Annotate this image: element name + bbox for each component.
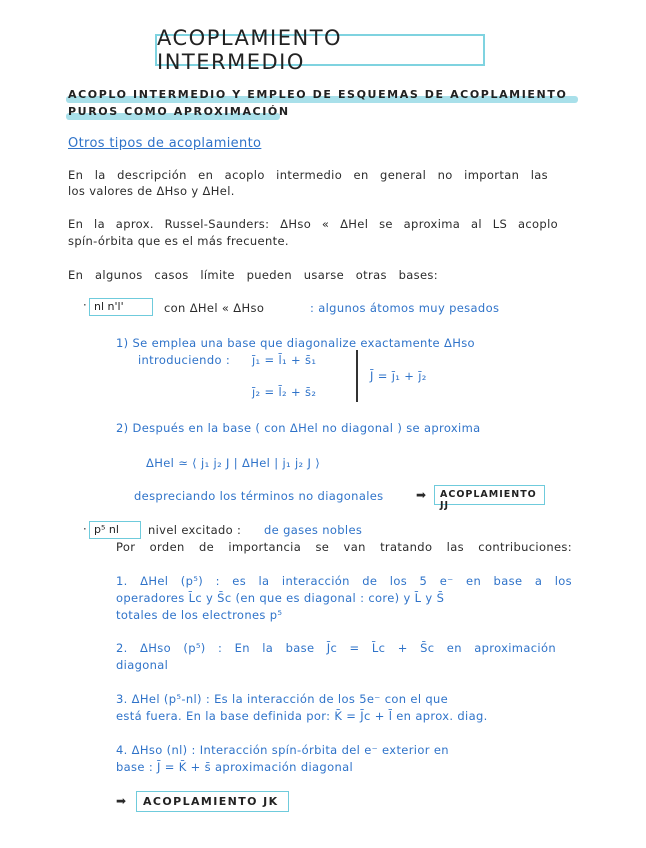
case2-item3-line1: 3. ΔHel (p⁵-nl) : Es la interacción de los 5e⁻ con el que xyxy=(116,692,449,706)
case2-result-box xyxy=(136,791,289,812)
case1-eq-J: J̄ = j̄₁ + j̄₂ xyxy=(370,369,427,383)
case1-condition: con ΔHel « ΔHso xyxy=(164,301,265,315)
case2-item4-line2: base : J̄ = K̄ + s̄ aproximación diagonal xyxy=(116,760,354,774)
case1-bullet: · xyxy=(83,298,88,312)
case1-config-box xyxy=(89,298,153,316)
case1-result-box xyxy=(434,485,545,511)
case2-item2-line1: 2. ΔHso (p⁵) : En la base J̄c = L̄c + S̄c en aproximación xyxy=(116,641,556,655)
case1-step2: 2) Después en la base ( con ΔHel no diagonal ) se aproxima xyxy=(116,421,481,435)
equation-brace xyxy=(356,350,358,402)
case2-config-box xyxy=(89,521,141,539)
page-title xyxy=(155,26,485,74)
case2-arrow-icon: ➡ xyxy=(116,794,127,808)
case2-item2-line2: diagonal xyxy=(116,658,169,672)
section-heading-line1: ACOPLO INTERMEDIO Y EMPLEO DE ESQUEMAS DE ACOPLAMIENTO xyxy=(68,88,568,101)
case2-bullet: · xyxy=(83,522,88,536)
case2-order: Por orden de importancia se van tratando las contribuciones: xyxy=(116,540,572,554)
paragraph-2-line1: En la aprox. Russel-Saunders: ΔHso « ΔHel se aproxima al LS acoplo xyxy=(68,217,558,231)
case2-item1-line3: totales de los electrones p⁵ xyxy=(116,608,283,622)
case1-approx: ΔHel ≃ ⟨ j₁ j₂ J | ΔHel | j₁ j₂ J ⟩ xyxy=(146,456,321,470)
paragraph-3: En algunos casos límite pueden usarse otras bases: xyxy=(68,268,438,282)
case1-step1-line1: 1) Se emplea una base que diagonalize exactamente ΔHso xyxy=(116,336,475,350)
case1-result-label: ACOPLAMIENTO JJ xyxy=(440,489,537,511)
paragraph-2-line2: spín-órbita que es el más frecuente. xyxy=(68,234,289,248)
case1-arrow-icon: ➡ xyxy=(416,488,427,502)
case2-item1-line2: operadores L̄c y S̄c (en que es diagonal : core) y L̄ y S̄ xyxy=(116,591,445,605)
section-heading-line2: PUROS COMO APROXIMACIÓN xyxy=(68,105,290,118)
paragraph-1-line1: En la descripción en acoplo intermedio en general no importan las xyxy=(68,168,548,182)
case2-item4-line1: 4. ΔHso (nl) : Interacción spín-órbita del e⁻ exterior en xyxy=(116,743,449,757)
case1-note: : algunos átomos muy pesados xyxy=(310,301,500,315)
case2-level-note: de gases nobles xyxy=(264,523,363,537)
case1-neglect: despreciando los términos no diagonales xyxy=(134,489,384,503)
page-title-text: ACOPLAMIENTO INTERMEDIO xyxy=(157,26,343,74)
case2-item1-line1: 1. ΔHel (p⁵) : es la interacción de los 5 e⁻ en base a los xyxy=(116,574,572,588)
paragraph-1-line2: los valores de ΔHso y ΔHel. xyxy=(68,184,235,198)
case1-eq-j2: j̄₂ = l̄₂ + s̄₂ xyxy=(252,385,317,399)
case2-result-label: ACOPLAMIENTO JK xyxy=(143,795,279,808)
case1-step1-line2: introduciendo : xyxy=(138,353,231,367)
case2-item3-line2: está fuera. En la base definida por: K̄ = J̄c + l̄ en aprox. diag. xyxy=(116,709,488,723)
case1-config-label: nl n'l' xyxy=(94,300,124,313)
case2-config-label: p⁵ nl xyxy=(94,523,119,536)
case1-eq-j1: j̄₁ = l̄₁ + s̄₁ xyxy=(252,353,317,367)
case2-level: nivel excitado : xyxy=(148,523,242,537)
subheading: Otros tipos de acoplamiento xyxy=(68,136,262,151)
